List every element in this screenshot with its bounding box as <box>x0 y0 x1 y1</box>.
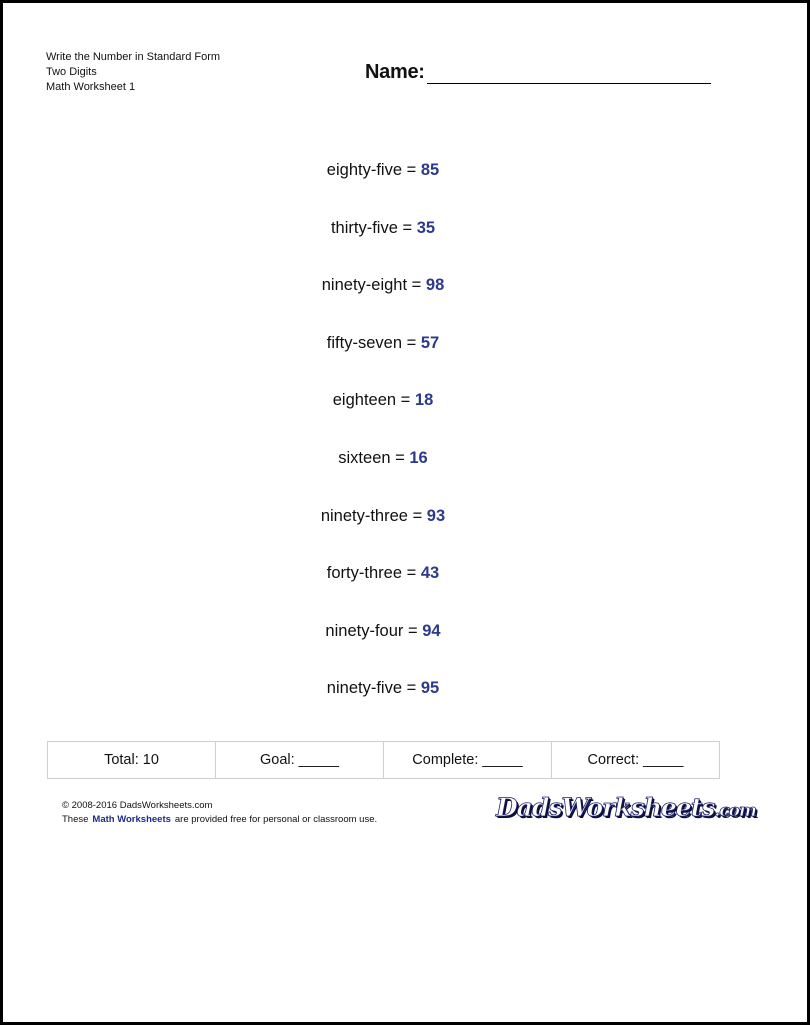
problem-row <box>3 213 763 271</box>
problem-words: eighty-five <box>326 161 402 179</box>
problem-words: ninety-four <box>325 621 404 640</box>
problem-words: fifty-seven <box>326 333 402 352</box>
equals-sign: = <box>407 621 418 640</box>
problem-row <box>3 501 763 559</box>
score-summary-table <box>47 741 720 779</box>
logo-main: DadsWorksheets <box>496 793 715 822</box>
problem-answer: 16 <box>409 448 428 467</box>
problem-words: ninety-eight <box>321 276 408 295</box>
problem-words: ninety-three <box>320 506 408 525</box>
problem-answer: 95 <box>420 679 440 698</box>
name-line[interactable] <box>427 61 711 84</box>
usage-suffix: are provided free for personal or classroom use. <box>174 814 378 825</box>
equals-sign: = <box>406 161 417 179</box>
logo-suffix: .com <box>714 801 756 821</box>
equals-sign: = <box>406 564 417 583</box>
problem-row <box>3 155 763 213</box>
equals-sign: = <box>395 448 405 467</box>
problem-answer: 35 <box>416 218 436 237</box>
equals-sign: = <box>412 506 423 525</box>
problem-answer: 43 <box>420 564 440 583</box>
problem-answer: 57 <box>420 333 440 352</box>
problem-answer: 94 <box>422 621 441 640</box>
problem-row <box>3 270 763 328</box>
problem-row <box>3 558 763 616</box>
name-field[interactable] <box>365 61 711 84</box>
problem-answer: 93 <box>426 506 446 525</box>
problem-words: sixteen <box>338 448 391 467</box>
problem-row <box>3 328 763 386</box>
equals-sign: = <box>402 218 413 237</box>
problem-words: forty-three <box>326 564 402 583</box>
equals-sign: = <box>400 391 411 410</box>
problem-words: eighteen <box>332 391 397 410</box>
usage-note <box>62 813 377 827</box>
usage-prefix: These <box>62 814 89 825</box>
dadsworksheets-logo[interactable] <box>496 793 756 822</box>
worksheet-header <box>46 50 220 95</box>
equals-sign: = <box>406 679 417 698</box>
problem-words: thirty-five <box>330 218 398 237</box>
problem-row <box>3 443 763 501</box>
problem-words: ninety-five <box>326 679 402 698</box>
problem-answer: 18 <box>414 391 434 410</box>
total-cell: Total: 10 <box>48 742 216 778</box>
problem-row <box>3 385 763 443</box>
complete-cell[interactable]: Complete: _____ <box>384 742 552 778</box>
copyright-text: © 2008-2016 DadsWorksheets.com <box>62 800 213 811</box>
math-worksheets-link[interactable]: Math Worksheets <box>92 814 171 825</box>
goal-cell[interactable]: Goal: _____ <box>216 742 384 778</box>
worksheet-title: Write the Number in Standard Form <box>46 51 221 63</box>
problem-row <box>3 616 763 674</box>
footer <box>62 799 377 827</box>
name-label: Name: <box>365 61 425 83</box>
equals-sign: = <box>411 276 422 295</box>
worksheet-subtitle: Two Digits <box>46 66 97 78</box>
problem-list <box>3 155 763 731</box>
problem-row <box>3 673 763 731</box>
equals-sign: = <box>406 333 417 352</box>
problem-answer: 98 <box>425 276 445 295</box>
problem-answer: 85 <box>420 161 440 179</box>
correct-cell[interactable]: Correct: _____ <box>587 752 684 768</box>
worksheet-number: Math Worksheet 1 <box>46 81 136 93</box>
